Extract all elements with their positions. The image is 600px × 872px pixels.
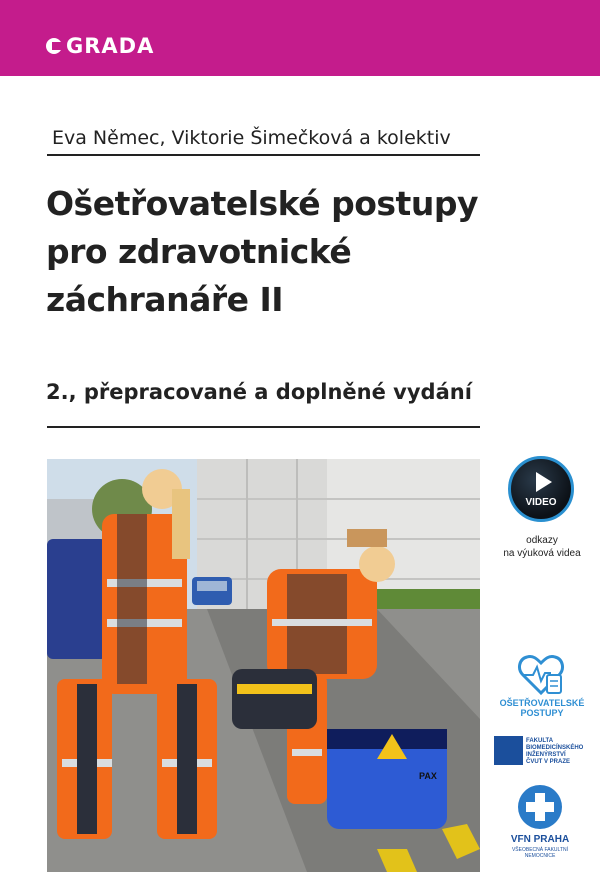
divider-top bbox=[47, 154, 480, 156]
play-icon bbox=[536, 472, 552, 492]
publisher-logo-text: GRADA bbox=[66, 34, 155, 58]
title-line: pro zdravotnické bbox=[46, 232, 352, 271]
heart-clipboard-icon bbox=[517, 651, 565, 697]
fbmi-line: BIOMEDICÍNSKÉHO bbox=[526, 745, 584, 751]
fbmi-line: ČVUT V PRAZE bbox=[526, 759, 571, 765]
title-line: záchranáře II bbox=[46, 280, 284, 319]
ose-badge-line: POSTUPY bbox=[520, 708, 564, 718]
ose-badge-label bbox=[494, 698, 590, 718]
cross-icon bbox=[535, 793, 545, 821]
ose-badge-line: OŠETŘOVATELSKÉ bbox=[499, 698, 585, 708]
bag-label: PAX bbox=[419, 771, 437, 781]
video-label: VIDEO bbox=[525, 497, 557, 508]
book-title bbox=[46, 180, 496, 324]
fbmi-line: INŽENÝRSTVÍ bbox=[526, 752, 566, 758]
paramedics-photo bbox=[47, 459, 480, 872]
vfn-sublabel: VŠEOBECNÁ FAKULTNÍ NEMOCNICE bbox=[511, 847, 569, 859]
edition-note: 2., přepracované a doplněné vydání bbox=[46, 380, 472, 404]
book-authors: Eva Němec, Viktorie Šimečková a kolektiv bbox=[52, 127, 451, 149]
video-button[interactable] bbox=[508, 456, 574, 522]
publisher-logo bbox=[46, 34, 154, 58]
publisher-bar bbox=[0, 0, 600, 76]
divider-bottom bbox=[47, 426, 480, 428]
video-caption-line: na výuková videa bbox=[503, 548, 581, 559]
video-caption-line: odkazy bbox=[526, 535, 558, 546]
grada-logo-icon bbox=[46, 38, 62, 54]
fbmi-logo-icon bbox=[494, 736, 523, 765]
vfn-label: VFN PRAHA bbox=[510, 834, 570, 845]
fbmi-label bbox=[526, 738, 596, 766]
title-line: Ošetřovatelské postupy bbox=[46, 184, 478, 223]
fbmi-line: FAKULTA bbox=[526, 738, 554, 744]
cover-photo bbox=[47, 459, 480, 872]
video-caption bbox=[496, 534, 588, 560]
